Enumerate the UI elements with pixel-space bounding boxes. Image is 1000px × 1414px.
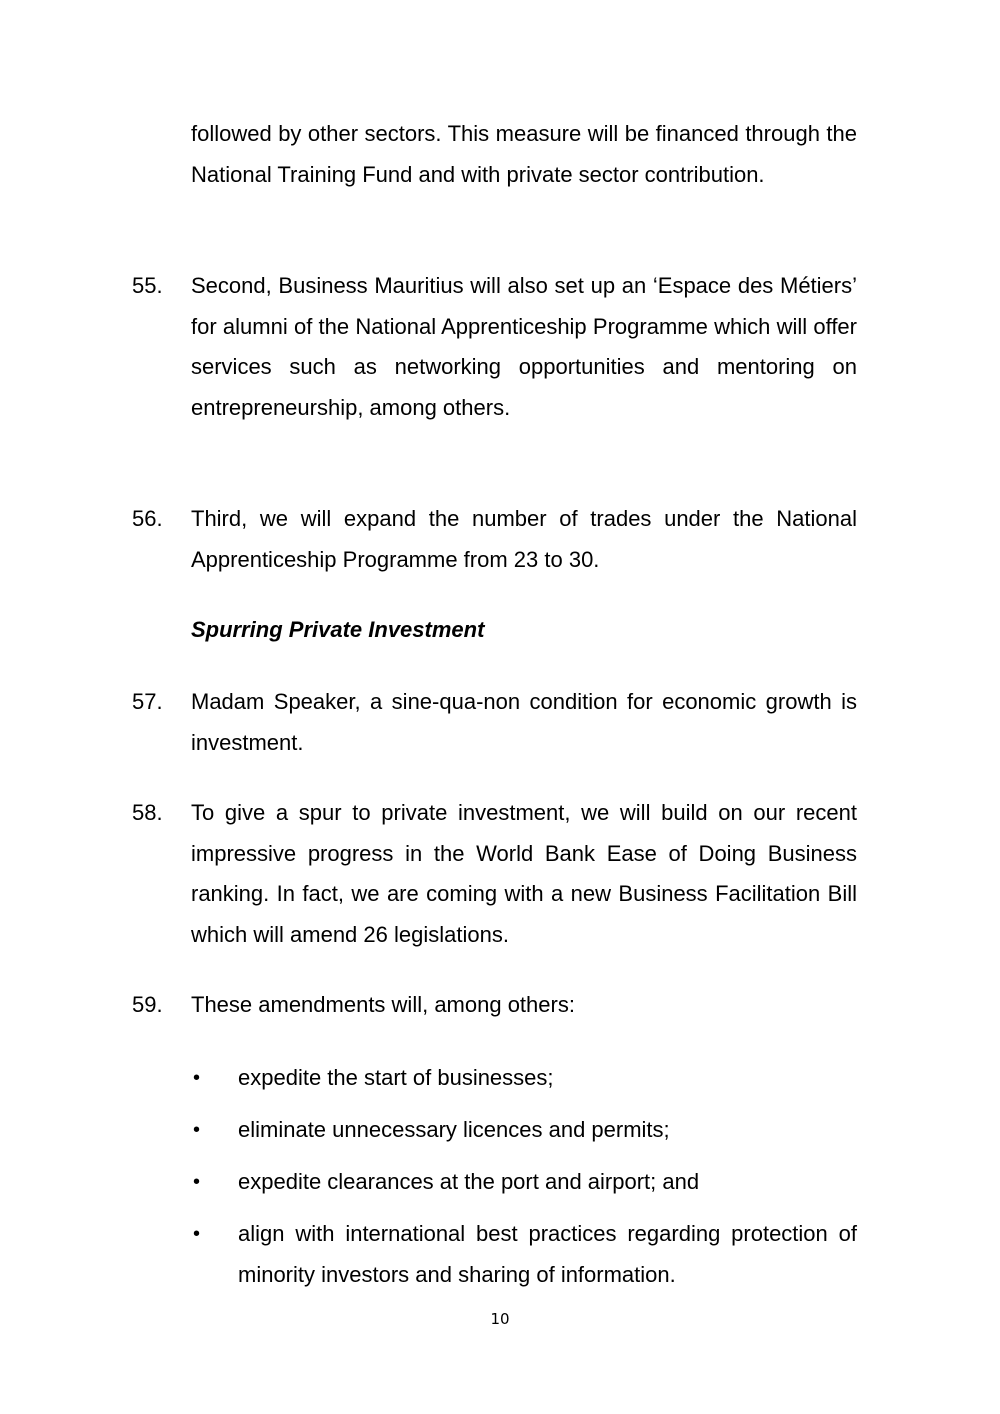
- paragraph-54-continuation: followed by other sectors. This measure will be financed through the National Training Fund and with private sector contribution.: [191, 121, 857, 187]
- bullet-item-1: expedite the start of businesses;: [238, 1065, 554, 1090]
- bullet-icon: •: [193, 1067, 201, 1089]
- paragraph-58: To give a spur to private investment, we will build on our recent impressive progress in the World Bank Ease of Doing Business ranking. In fact, we are coming with a new Business Facilitation Bill which will amend 26 legislations.: [191, 800, 857, 947]
- paragraph-number-56: 56.: [132, 506, 163, 531]
- paragraph-59: These amendments will, among others:: [191, 992, 575, 1017]
- bullet-icon: •: [193, 1171, 201, 1193]
- bullet-item-4: align with international best practices regarding protection of minority investors and sharing of information.: [238, 1221, 857, 1287]
- bullet-icon: •: [193, 1223, 201, 1245]
- paragraph-56: Third, we will expand the number of trades under the National Apprenticeship Programme from 23 to 30.: [191, 506, 857, 572]
- bullet-item-3: expedite clearances at the port and airport; and: [238, 1169, 700, 1194]
- page-number: 10: [490, 1310, 510, 1328]
- section-heading: Spurring Private Investment: [191, 617, 485, 642]
- bullet-icon: •: [193, 1119, 201, 1141]
- paragraph-57: Madam Speaker, a sine-qua-non condition for economic growth is investment.: [191, 689, 857, 755]
- paragraph-number-57: 57.: [132, 689, 163, 714]
- paragraph-number-58: 58.: [132, 800, 163, 825]
- paragraph-55: Second, Business Mauritius will also set up an ‘Espace des Métiers’ for alumni of the National Apprenticeship Programme which will offer services such as networking opportunities and mentoring on entrepreneurship, among others.: [191, 273, 857, 420]
- bullet-item-2: eliminate unnecessary licences and permits;: [238, 1117, 670, 1142]
- paragraph-number-59: 59.: [132, 992, 163, 1017]
- paragraph-number-55: 55.: [132, 273, 163, 298]
